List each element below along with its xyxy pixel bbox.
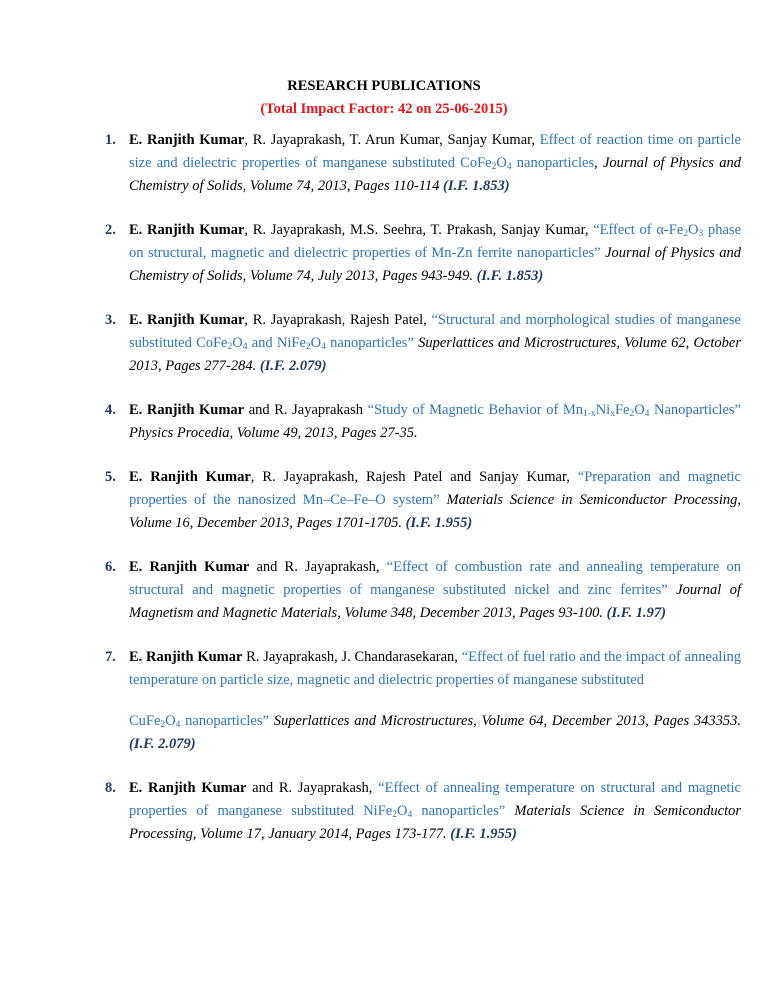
- citation-text: [129, 466, 741, 535]
- journal-info: Volume 16, December 2013: [129, 515, 290, 531]
- paper-title: and NiFe: [247, 335, 306, 351]
- subscript: 2: [305, 342, 311, 352]
- text: ,: [473, 713, 482, 729]
- text: ,: [412, 605, 420, 621]
- text: and R. Jayaprakash,: [249, 559, 387, 575]
- paper-title: phase on structural, magnetic and dielectric properties of Mn-Zn ferrite nanoparticles”: [129, 222, 742, 261]
- impact-factor: (I.F. 1.853): [443, 178, 510, 194]
- subscript: 4: [242, 342, 248, 352]
- lead-author: E. Ranjith Kumar: [129, 780, 247, 796]
- impact-factor: (I.F. 1.955): [450, 826, 517, 842]
- item-number: 3.: [105, 312, 116, 328]
- paper-title: “Effect of combustion rate and annealing temperature on structural and magnetic properties of manganese substituted nickel and zinc ferrites”: [129, 559, 741, 598]
- text: , R. Jayaprakash, Rajesh Patel,: [244, 312, 432, 328]
- paper-title: O: [232, 335, 243, 351]
- item-number: 4.: [105, 402, 116, 418]
- journal-info: Pages 93-100.: [519, 605, 607, 621]
- paper-title: nanoparticles”: [412, 803, 506, 819]
- subscript: 2: [491, 162, 497, 172]
- text: ,: [543, 713, 552, 729]
- lead-author: E. Ranjith Kumar: [129, 222, 245, 238]
- paper-title: Nanoparticles”: [649, 402, 741, 418]
- publication-item: [0, 129, 741, 198]
- citation-text: [129, 710, 741, 756]
- lead-author: E. Ranjith Kumar: [129, 312, 245, 328]
- journal-info: Pages 27-35.: [341, 425, 418, 441]
- text: ,: [333, 425, 342, 441]
- text: ,: [229, 425, 237, 441]
- text: ,: [158, 358, 166, 374]
- subscript: 2: [227, 342, 233, 352]
- item-number: 2.: [105, 222, 116, 238]
- journal-info: Volume 49: [236, 425, 298, 441]
- impact-factor: (I.F. 1.97): [606, 605, 666, 621]
- paper-title: nanoparticles”: [325, 335, 414, 351]
- text: ,: [289, 515, 297, 531]
- journal-info: January 2014: [268, 826, 349, 842]
- item-number: 1.: [105, 132, 116, 148]
- journal-info: Physics Procedia: [129, 425, 230, 441]
- paper-title: “Effect of annealing temperature on structural and magnetic properties of manganese substituted NiFe: [129, 780, 741, 819]
- publication-item: [0, 219, 741, 288]
- paper-title: “Effect of α-Fe: [593, 222, 684, 238]
- paper-title: O: [634, 402, 645, 418]
- paper-title: O: [396, 803, 408, 819]
- text: ,: [297, 425, 305, 441]
- text: ,: [594, 155, 603, 171]
- journal-info: Journal of Physics and Chemistry of Solids: [129, 155, 741, 194]
- journal-info: Pages 277-284.: [165, 358, 260, 374]
- text: ,: [616, 335, 625, 351]
- journal-info: Pages 343353.: [653, 713, 741, 729]
- journal-info: Volume 64: [481, 713, 544, 729]
- publication-list: [0, 129, 768, 867]
- text: , R. Jayaprakash, Rajesh Patel and Sanjay Kumar,: [250, 469, 578, 485]
- item-number: 8.: [105, 780, 116, 796]
- subscript: x: [610, 409, 615, 419]
- text: ,: [737, 492, 742, 508]
- journal-info: 2013: [304, 425, 334, 441]
- text: ,: [192, 826, 201, 842]
- journal-info: Superlattices and Microstructures: [273, 713, 474, 729]
- text: and R. Jayaprakash,: [246, 780, 379, 796]
- item-number: 5.: [105, 469, 116, 485]
- citation-text: [129, 129, 741, 198]
- journal-info: Pages 173-177.: [355, 826, 451, 842]
- text: R. Jayaprakash, J. Chandarasekaran,: [242, 649, 462, 665]
- citation-text: [129, 777, 741, 846]
- publication-item: [0, 777, 741, 846]
- text: ,: [374, 268, 382, 284]
- impact-factor: (I.F. 2.079): [129, 736, 196, 752]
- impact-factor: (I.F. 1.853): [476, 268, 544, 284]
- journal-info: Volume 348: [344, 605, 413, 621]
- subscript: 3: [698, 229, 704, 239]
- text: ,: [645, 713, 654, 729]
- citation-text: [129, 646, 741, 692]
- text: ,: [242, 178, 250, 194]
- subscript: 4: [644, 409, 650, 419]
- publication-item: [0, 309, 741, 378]
- journal-info: December 2013: [551, 713, 646, 729]
- paper-title: “Effect of fuel ratio and the impact of annealing temperature on particle size, magnetic and dielectric properties of manganese substituted: [129, 649, 741, 688]
- subscript: 1-x: [583, 409, 596, 419]
- paper-title: “Preparation and magnetic properties of the nanosized Mn–Ce–Fe–O system”: [129, 469, 741, 508]
- total-impact-factor: (Total Impact Factor: 42 on 25-06-2015): [260, 101, 508, 117]
- text: and R. Jayaprakash: [244, 402, 368, 418]
- page-title: RESEARCH PUBLICATIONS: [287, 78, 481, 94]
- item-number: 7.: [105, 649, 116, 665]
- paper-title: O: [310, 335, 322, 351]
- paper-title: nanoparticles”: [180, 713, 269, 729]
- journal-info: December 2013: [419, 605, 512, 621]
- text: ,: [346, 178, 355, 194]
- journal-info: Materials Science in Semiconductor Processing: [446, 492, 738, 508]
- paper-title: nanoparticles: [511, 155, 595, 171]
- publication-item: [0, 399, 741, 445]
- subscript: 2: [392, 810, 397, 820]
- impact-factor: (I.F. 2.079): [259, 358, 327, 374]
- lead-author: E. Ranjith Kumar: [129, 559, 250, 575]
- journal-info: Volume 62, October 2013: [129, 335, 742, 374]
- journal-info: Journal of Physics and Chemistry of Solids: [129, 245, 742, 284]
- paper-title: “Study of Magnetic Behavior of Mn: [367, 402, 584, 418]
- publication-item: [0, 556, 741, 625]
- subscript: 4: [175, 720, 181, 730]
- publication-item: [0, 646, 741, 756]
- text: ,: [337, 605, 345, 621]
- citation-text: [129, 219, 741, 288]
- journal-info: Materials Science in Semiconductor Processing: [129, 803, 741, 842]
- paper-title: Ni: [595, 402, 611, 418]
- subscript: 2: [629, 409, 635, 419]
- subscript: 4: [407, 810, 413, 820]
- journal-info: Volume 74, July 2013: [249, 268, 375, 284]
- journal-info: Volume 17: [200, 826, 261, 842]
- journal-info: Journal of Magnetism and Magnetic Materials: [129, 582, 742, 621]
- text: ,: [242, 268, 250, 284]
- citation-text: [129, 399, 741, 445]
- paper-title: O: [165, 713, 176, 729]
- subscript: 2: [683, 229, 689, 239]
- lead-author: E. Ranjith Kumar: [129, 402, 245, 418]
- paper-title: O: [688, 222, 699, 238]
- paper-title: Effect of reaction time on particle size and dielectric properties of manganese substituted CoFe: [129, 132, 741, 171]
- text: ,: [512, 605, 520, 621]
- text: ,: [260, 826, 269, 842]
- journal-info: Volume 74, 2013: [249, 178, 347, 194]
- text: [668, 582, 676, 598]
- journal-info: Superlattices and Microstructures: [418, 335, 617, 351]
- text: , R. Jayaprakash, M.S. Seehra, T. Prakash, Sanjay Kumar,: [244, 222, 594, 238]
- lead-author: E. Ranjith Kumar: [129, 469, 251, 485]
- journal-info: Pages 1701-1705.: [296, 515, 406, 531]
- journal-info: Pages 110-114: [354, 178, 444, 194]
- subscript: 4: [321, 342, 326, 352]
- impact-factor: (I.F. 1.955): [405, 515, 473, 531]
- text: , R. Jayaprakash, T. Arun Kumar, Sanjay Kumar,: [244, 132, 540, 148]
- publication-item: [0, 466, 741, 535]
- paper-title: O: [496, 155, 507, 171]
- lead-author: E. Ranjith Kumar: [129, 649, 243, 665]
- text: [440, 492, 447, 508]
- paper-title: Fe: [614, 402, 630, 418]
- journal-info: Pages 943-949.: [381, 268, 477, 284]
- citation-text: [129, 556, 741, 625]
- paper-title: CuFe: [129, 713, 161, 729]
- paper-title: “Structural and morphological studies of manganese substituted CoFe: [129, 312, 741, 351]
- citation-text: [129, 309, 741, 378]
- lead-author: E. Ranjith Kumar: [129, 132, 245, 148]
- text: ,: [348, 826, 356, 842]
- item-number: 6.: [105, 559, 116, 575]
- subscript: 2: [160, 720, 166, 730]
- subscript: 4: [506, 162, 512, 172]
